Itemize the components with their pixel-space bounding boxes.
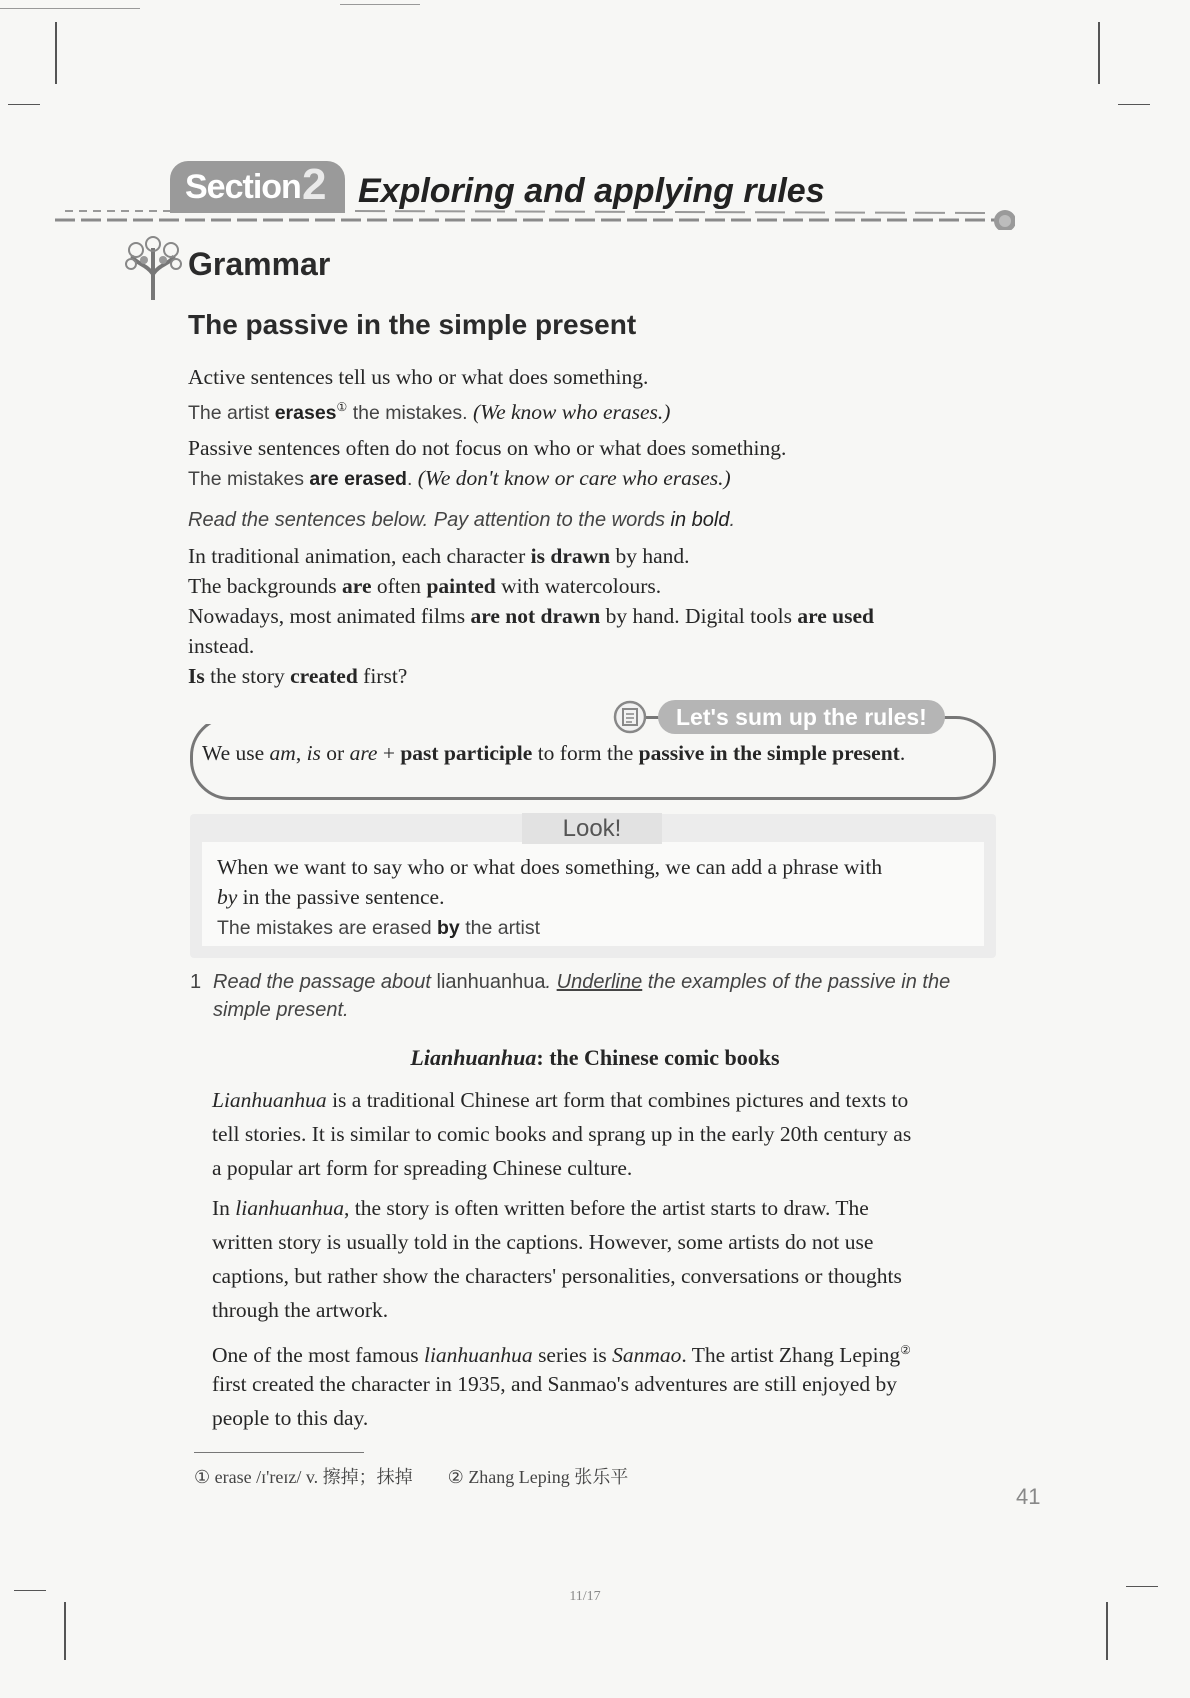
section-badge-number: 2 (302, 160, 327, 209)
grammar-heading: Grammar (188, 246, 331, 282)
rules-label: Let's sum up the rules! (658, 700, 945, 734)
active-example: The artist erases① the mistakes. (We know who erases.) (188, 400, 671, 425)
active-sentence: Active sentences tell us who or what does something. (188, 365, 649, 389)
footnote-ref: ② (900, 1343, 911, 1357)
exercise-number: 1 (190, 971, 202, 993)
instruction: Read the sentences below. Pay attention to the words in bold. (188, 509, 736, 531)
page-number: 41 (1016, 1484, 1041, 1509)
look-line-2: by in the passive sentence. (217, 885, 445, 909)
section-badge-word: Section (185, 168, 301, 206)
crop-mark (340, 4, 420, 5)
passive-example: The mistakes are erased. (We don't know or care who erases.) (188, 466, 731, 490)
crop-mark (1098, 22, 1100, 84)
rules-box-gap (200, 708, 620, 724)
footnotes: ① erase /ɪ'reɪz/ v. 擦掉；抹掉 ② Zhang Leping 张乐平 (194, 1467, 629, 1487)
passage-p2-line: written story is usually told in the captions. However, some artists do not use (212, 1230, 874, 1254)
footnote-rule (194, 1452, 364, 1453)
document-icon (612, 700, 652, 734)
passage-p3-line: One of the most famous lianhuanhua series is Sanmao. The artist Zhang Leping② (212, 1343, 911, 1368)
crop-mark (1126, 1586, 1158, 1587)
passage-p1-line: a popular art form for spreading Chinese culture. (212, 1156, 633, 1180)
crop-mark (1118, 104, 1150, 105)
exercise-instruction: Read the passage about lianhuanhua. Underline the examples of the passive in the (213, 971, 951, 993)
look-label: Look! (522, 813, 662, 844)
topic-title: The passive in the simple present (188, 309, 637, 340)
grammar-tree-icon (122, 234, 184, 302)
crop-mark (64, 1602, 66, 1660)
example-sentence-1: In traditional animation, each character is drawn by hand. (188, 544, 690, 568)
scan-page-counter: 11/17 (569, 1589, 601, 1604)
passage-p2-line: captions, but rather show the characters' personalities, conversations or thoughts (212, 1264, 902, 1288)
look-line-1: When we want to say who or what does something, we can add a phrase with (217, 855, 883, 879)
passage-p3-line: first created the character in 1935, and Sanmao's adventures are still enjoyed by (212, 1372, 898, 1396)
example-sentence-4: Is the story created first? (188, 664, 408, 688)
section-title: Exploring and applying rules (358, 172, 825, 210)
passage-p3-line: people to this day. (212, 1406, 369, 1430)
passage-title: Lianhuanhua: the Chinese comic books (410, 1045, 780, 1070)
footnote-ref: ① (336, 400, 348, 414)
passage-p1-line: Lianhuanhua is a traditional Chinese art form that combines pictures and texts to (212, 1088, 909, 1112)
rules-text: We use am, is or are + past participle to form the passive in the simple present. (202, 741, 906, 765)
crop-mark (1106, 1602, 1108, 1660)
crop-mark (8, 104, 40, 105)
example-sentence-3: Nowadays, most animated films are not drawn by hand. Digital tools are used (188, 604, 874, 628)
passage-p1-line: tell stories. It is similar to comic books and sprang up in the early 20th century as (212, 1122, 912, 1146)
passage-p2-line: through the artwork. (212, 1298, 389, 1322)
exercise-instruction-cont: simple present. (213, 999, 349, 1021)
look-example: The mistakes are erased by the artist (217, 917, 540, 939)
passage-p2-line: In lianhuanhua, the story is often written before the artist starts to draw. The (212, 1196, 869, 1220)
crop-mark (0, 8, 140, 9)
crop-mark (55, 22, 57, 84)
example-sentence-3-cont: instead. (188, 634, 255, 658)
passive-sentence: Passive sentences often do not focus on who or what does something. (188, 436, 787, 460)
example-sentence-2: The backgrounds are often painted with watercolours. (188, 574, 662, 598)
